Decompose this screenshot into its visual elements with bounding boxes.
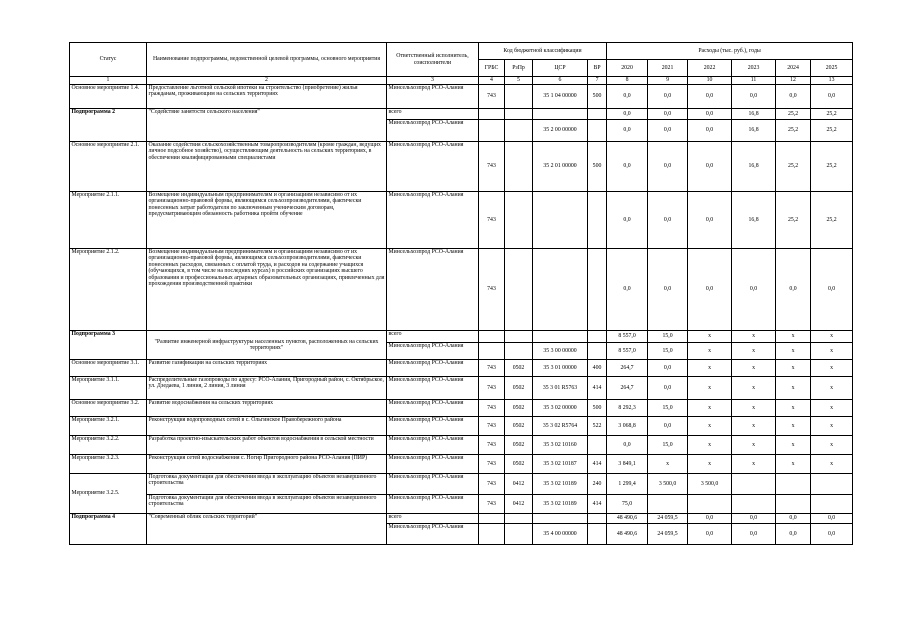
header-year: 2023 xyxy=(732,60,776,77)
grbs-cell: 743 xyxy=(479,417,505,436)
program-name-cell: Подготовка документации для обеспечения ввода в эксплуатацию объектов незавершенного строительства xyxy=(147,495,387,514)
expense-value-cell: x xyxy=(811,343,853,360)
rzpr-cell: 0412 xyxy=(505,495,533,514)
column-number: 7 xyxy=(588,77,607,85)
csr-cell: 35 3 00 00000 xyxy=(533,343,588,360)
rzpr-cell: 0502 xyxy=(505,377,533,400)
expense-value-cell: x xyxy=(776,377,811,400)
column-number: 12 xyxy=(776,77,811,85)
expense-value-cell: x xyxy=(688,343,732,360)
status-cell: Основное мероприятие 3.1. xyxy=(70,360,147,377)
expense-value-cell: 25,2 xyxy=(811,120,853,142)
header-year: 2022 xyxy=(688,60,732,77)
expense-value-cell: x xyxy=(732,360,776,377)
expense-value-cell xyxy=(732,495,776,514)
expense-value-cell: 264,7 xyxy=(607,377,648,400)
column-number-row xyxy=(70,77,853,85)
header-year: 2024 xyxy=(776,60,811,77)
expense-value-cell: x xyxy=(688,400,732,417)
expense-value-cell: 16,8 xyxy=(732,192,776,249)
vr-cell xyxy=(588,524,607,545)
table-row xyxy=(70,400,853,417)
status-cell: Основное мероприятие 1.4. xyxy=(70,85,147,109)
csr-cell: 35 3 02 10189 xyxy=(533,495,588,514)
rzpr-cell xyxy=(505,142,533,192)
vr-cell xyxy=(588,249,607,331)
expense-value-cell: 0,0 xyxy=(776,85,811,109)
expense-value-cell: 0,0 xyxy=(688,120,732,142)
vr-cell xyxy=(588,109,607,120)
expense-value-cell xyxy=(732,474,776,495)
column-number: 4 xyxy=(479,77,505,85)
status-cell: Основное мероприятие 3.2. xyxy=(70,400,147,417)
expense-value-cell: 25,2 xyxy=(811,192,853,249)
rzpr-cell xyxy=(505,120,533,142)
vr-cell: 240 xyxy=(588,474,607,495)
expense-value-cell: 0,0 xyxy=(811,249,853,331)
grbs-cell xyxy=(479,331,505,343)
expense-value-cell: 8 292,3 xyxy=(607,400,648,417)
expense-value-cell: 0,0 xyxy=(648,109,688,120)
table-row xyxy=(70,514,853,524)
csr-cell xyxy=(533,249,588,331)
grbs-cell: 743 xyxy=(479,400,505,417)
program-name-cell: Предоставление льготной сельской ипотеки на строительство (приобретение) жилья гражданам, проживающим на сельских территориях xyxy=(147,85,387,109)
rzpr-cell: 0502 xyxy=(505,455,533,474)
header-expenses: Расходы (тыс. руб.), годы xyxy=(607,43,853,60)
expense-value-cell: x xyxy=(688,331,732,343)
program-name-cell: "Развитие инженерной инфраструктуры населенных пунктов, расположенных на сельских территориях" xyxy=(147,331,387,360)
program-name-cell: "Современный облик сельских территорий" xyxy=(147,514,387,545)
executor-cell: Минсельхозпрод РСО-Алания xyxy=(387,377,479,400)
expense-value-cell: 3 500,0 xyxy=(688,474,732,495)
expense-value-cell: x xyxy=(688,417,732,436)
expense-value-cell: 0,0 xyxy=(688,109,732,120)
expense-value-cell: 16,8 xyxy=(732,142,776,192)
header-year: 2020 xyxy=(607,60,648,77)
header-year: 2021 xyxy=(648,60,688,77)
program-expenses-table xyxy=(69,42,853,545)
expense-value-cell: x xyxy=(811,360,853,377)
executor-cell: Минсельхозпрод РСО-Алания xyxy=(387,400,479,417)
status-cell: Мероприятие 3.2.1. xyxy=(70,417,147,436)
program-name-cell: "Содействие занятости сельского населения" xyxy=(147,109,387,142)
expense-value-cell: 0,0 xyxy=(648,417,688,436)
status-cell: Мероприятие 2.1.2. xyxy=(70,249,147,331)
status-cell: Основное мероприятие 2.1. xyxy=(70,142,147,192)
rzpr-cell: 0502 xyxy=(505,436,533,455)
grbs-cell: 743 xyxy=(479,377,505,400)
vr-cell: 414 xyxy=(588,495,607,514)
program-name-cell: Развитие газификации на сельских территориях xyxy=(147,360,387,377)
grbs-cell xyxy=(479,514,505,524)
executor-cell: Минсельхозпрод РСО-Алания xyxy=(387,495,479,514)
expense-value-cell: x xyxy=(688,455,732,474)
csr-cell: 35 3 02 10160 xyxy=(533,436,588,455)
column-number: 11 xyxy=(732,77,776,85)
expense-value-cell: x xyxy=(776,343,811,360)
expense-value-cell: 0,0 xyxy=(732,249,776,331)
status-cell: Подпрограмма 4 xyxy=(70,514,147,545)
program-name-cell: Возмещение индивидуальным предпринимателям и организациям независимо от их организационно-правовой формы, являющимся сельхозпроизводителями, фактически понесенных расходов, связанных с оплатой труда, и расходов на содержание учащихся (обучающихся, в том числе на последних курсах) в российских организациях высшего образования и профессиональных аграрных образовательных организациях, привлеченных для прохождения производственной практики xyxy=(147,249,387,331)
header-csr: ЦСР xyxy=(533,60,588,77)
expense-value-cell: 24 059,5 xyxy=(648,524,688,545)
expense-value-cell: 0,0 xyxy=(648,192,688,249)
expense-value-cell: 0,0 xyxy=(607,120,648,142)
expense-value-cell: x xyxy=(776,360,811,377)
csr-cell: 35 2 00 00000 xyxy=(533,120,588,142)
status-cell: Подпрограмма 3 xyxy=(70,331,147,360)
table-row xyxy=(70,377,853,400)
expense-value-cell: x xyxy=(732,400,776,417)
expense-value-cell: x xyxy=(811,436,853,455)
rzpr-cell: 0502 xyxy=(505,417,533,436)
table-row xyxy=(70,249,853,331)
expense-value-cell: 48 490,6 xyxy=(607,514,648,524)
executor-cell: Минсельхозпрод РСО-Алания xyxy=(387,343,479,360)
expense-value-cell: 8 557,0 xyxy=(607,343,648,360)
expense-value-cell: 25,2 xyxy=(811,142,853,192)
expense-value-cell: 16,8 xyxy=(732,109,776,120)
grbs-cell xyxy=(479,120,505,142)
vr-cell: 500 xyxy=(588,400,607,417)
csr-cell: 35 2 01 00000 xyxy=(533,142,588,192)
expense-value-cell: 0,0 xyxy=(607,249,648,331)
vr-cell xyxy=(588,514,607,524)
csr-cell: 35 4 00 00000 xyxy=(533,524,588,545)
expense-value-cell: x xyxy=(811,455,853,474)
status-cell: Мероприятие 2.1.1. xyxy=(70,192,147,249)
expense-value-cell: 25,2 xyxy=(776,120,811,142)
expense-value-cell: 0,0 xyxy=(688,192,732,249)
csr-cell xyxy=(533,109,588,120)
header-budget-code: Код бюджетной классификации xyxy=(479,43,607,60)
table-row xyxy=(70,495,853,514)
expense-value-cell: 0,0 xyxy=(648,142,688,192)
expense-value-cell: x xyxy=(648,455,688,474)
executor-cell: всего xyxy=(387,514,479,524)
executor-cell: Минсельхозпрод РСО-Алания xyxy=(387,524,479,545)
table-row xyxy=(70,455,853,474)
header-row-1 xyxy=(70,43,853,60)
expense-value-cell: x xyxy=(776,400,811,417)
csr-cell: 35 3 02 10189 xyxy=(533,474,588,495)
program-name-cell: Реконструкция водопроводных сетей в с. Ольгинское Правобережного района xyxy=(147,417,387,436)
expense-value-cell: 16,8 xyxy=(732,120,776,142)
expense-value-cell: 48 490,6 xyxy=(607,524,648,545)
status-cell: Мероприятие 3.1.1. xyxy=(70,377,147,400)
column-number: 9 xyxy=(648,77,688,85)
executor-cell: Минсельхозпрод РСО-Алания xyxy=(387,192,479,249)
grbs-cell: 743 xyxy=(479,474,505,495)
column-number: 2 xyxy=(147,77,387,85)
expense-value-cell: x xyxy=(811,400,853,417)
expense-value-cell: 0,0 xyxy=(607,192,648,249)
table-row xyxy=(70,85,853,109)
csr-cell xyxy=(533,331,588,343)
expense-value-cell: 0,0 xyxy=(776,524,811,545)
executor-cell: Минсельхозпрод РСО-Алания xyxy=(387,142,479,192)
rzpr-cell: 0412 xyxy=(505,474,533,495)
expense-value-cell: 15,0 xyxy=(648,343,688,360)
executor-cell: Минсельхозпрод РСО-Алания xyxy=(387,455,479,474)
expense-value-cell: 0,0 xyxy=(607,85,648,109)
expense-value-cell: 24 059,5 xyxy=(648,514,688,524)
expense-value-cell: 8 557,0 xyxy=(607,331,648,343)
program-name-cell: Разработка проектно-изыскательских работ объектов водоснабжения в сельской местности xyxy=(147,436,387,455)
program-name-cell: Распределительные газопроводы по адресу: РСО-Алания, Пригородный район, с. Октябрьское, ул. Дзедаева, 1 линия, 2 линия, 3 линия xyxy=(147,377,387,400)
table-row xyxy=(70,474,853,495)
program-name-cell: Реконструкция сетей водоснабжения с. Ногир Пригородного района РСО-Алания (ПИР) xyxy=(147,455,387,474)
expense-value-cell: 0,0 xyxy=(732,524,776,545)
executor-cell: всего xyxy=(387,109,479,120)
expense-value-cell: 0,0 xyxy=(648,249,688,331)
expense-value-cell: x xyxy=(732,455,776,474)
expense-value-cell: 0,0 xyxy=(811,514,853,524)
header-year: 2025 xyxy=(811,60,853,77)
rzpr-cell xyxy=(505,343,533,360)
expense-value-cell: 0,0 xyxy=(607,142,648,192)
expense-value-cell: 25,2 xyxy=(776,192,811,249)
executor-cell: Минсельхозпрод РСО-Алания xyxy=(387,249,479,331)
header-vr: ВР xyxy=(588,60,607,77)
status-cell: Мероприятие 3.2.3. xyxy=(70,455,147,474)
expense-value-cell: 15,0 xyxy=(648,436,688,455)
csr-cell xyxy=(533,192,588,249)
grbs-cell: 743 xyxy=(479,495,505,514)
csr-cell: 35 3 01 R5763 xyxy=(533,377,588,400)
csr-cell: 35 3 02 R5764 xyxy=(533,417,588,436)
expense-value-cell: 0,0 xyxy=(688,249,732,331)
rzpr-cell xyxy=(505,249,533,331)
grbs-cell: 743 xyxy=(479,455,505,474)
grbs-cell: 743 xyxy=(479,85,505,109)
grbs-cell: 743 xyxy=(479,249,505,331)
expense-value-cell: x xyxy=(732,436,776,455)
grbs-cell: 743 xyxy=(479,142,505,192)
expense-value-cell: x xyxy=(732,343,776,360)
expense-value-cell: 0,0 xyxy=(688,142,732,192)
expense-value-cell: x xyxy=(688,436,732,455)
csr-cell: 35 1 04 00000 xyxy=(533,85,588,109)
expense-value-cell: 0,0 xyxy=(776,514,811,524)
executor-cell: Минсельхозпрод РСО-Алания xyxy=(387,360,479,377)
vr-cell xyxy=(588,192,607,249)
table-row xyxy=(70,192,853,249)
program-name-cell: Развитие водоснабжения на сельских территориях xyxy=(147,400,387,417)
grbs-cell xyxy=(479,109,505,120)
expense-value-cell: 0,0 xyxy=(811,85,853,109)
expense-value-cell: x xyxy=(688,360,732,377)
expense-value-cell: x xyxy=(776,455,811,474)
status-cell: Мероприятие 3.2.2. xyxy=(70,436,147,455)
expense-value-cell: x xyxy=(732,377,776,400)
expense-value-cell: 0,0 xyxy=(688,524,732,545)
vr-cell xyxy=(588,343,607,360)
expense-value-cell: 0,0 xyxy=(776,249,811,331)
expense-value-cell xyxy=(811,495,853,514)
expense-value-cell: x xyxy=(811,417,853,436)
table-row xyxy=(70,436,853,455)
table-row xyxy=(70,360,853,377)
table-row xyxy=(70,331,853,343)
expense-value-cell: 3 849,1 xyxy=(607,455,648,474)
rzpr-cell xyxy=(505,109,533,120)
csr-cell xyxy=(533,514,588,524)
rzpr-cell: 0502 xyxy=(505,400,533,417)
rzpr-cell: 0502 xyxy=(505,360,533,377)
csr-cell: 35 3 02 00000 xyxy=(533,400,588,417)
expense-value-cell: 0,0 xyxy=(607,436,648,455)
expense-value-cell: x xyxy=(688,377,732,400)
expense-value-cell: x xyxy=(776,417,811,436)
rzpr-cell xyxy=(505,192,533,249)
grbs-cell: 743 xyxy=(479,436,505,455)
expense-value-cell xyxy=(688,495,732,514)
expense-value-cell: 0,0 xyxy=(648,85,688,109)
expense-value-cell: 25,2 xyxy=(776,142,811,192)
expense-value-cell: 0,0 xyxy=(732,85,776,109)
status-cell: Подпрограмма 2 xyxy=(70,109,147,142)
expense-value-cell: x xyxy=(811,331,853,343)
expense-value-cell: 0,0 xyxy=(732,514,776,524)
grbs-cell xyxy=(479,343,505,360)
expense-value-cell: 1 299,4 xyxy=(607,474,648,495)
grbs-cell xyxy=(479,524,505,545)
csr-cell: 35 3 02 10187 xyxy=(533,455,588,474)
program-name-cell: Оказание содействия сельскохозяйственным товаропроизводителям (кроме граждан, ведущих личное подсобное хозяйство), осуществляющим деятельность на сельских территориях, в обеспечении квалифицированными специалистами xyxy=(147,142,387,192)
vr-cell: 400 xyxy=(588,360,607,377)
expense-value-cell: x xyxy=(732,331,776,343)
executor-cell: всего xyxy=(387,331,479,343)
expense-value-cell: 15,0 xyxy=(648,331,688,343)
executor-cell: Минсельхозпрод РСО-Алания xyxy=(387,417,479,436)
expense-value-cell: 0,0 xyxy=(811,524,853,545)
expense-value-cell: 0,0 xyxy=(607,109,648,120)
header-executor: Ответственный исполнитель, соисполнители xyxy=(387,43,479,77)
status-cell: Мероприятие 3.2.5. xyxy=(70,474,147,514)
column-number: 5 xyxy=(505,77,533,85)
expense-value-cell: 15,0 xyxy=(648,400,688,417)
executor-cell: Минсельхозпрод РСО-Алания xyxy=(387,85,479,109)
expense-value-cell: 0,0 xyxy=(648,377,688,400)
expense-value-cell: 264,7 xyxy=(607,360,648,377)
program-name-cell: Возмещение индивидуальным предпринимателям и организациям независимо от их организационно-правовой формы, являющимся сельхозпроизводителями, фактически понесенных затрат работодателя по заключенным ученическим договорам, предусматривающим обязанность работника пройти обучение xyxy=(147,192,387,249)
expense-value-cell: 0,0 xyxy=(648,120,688,142)
table-row xyxy=(70,142,853,192)
vr-cell: 414 xyxy=(588,455,607,474)
header-rzpr: РзПр xyxy=(505,60,533,77)
executor-cell: Минсельхозпрод РСО-Алания xyxy=(387,474,479,495)
vr-cell: 522 xyxy=(588,417,607,436)
expense-value-cell: 0,0 xyxy=(648,360,688,377)
rzpr-cell xyxy=(505,524,533,545)
column-number: 1 xyxy=(70,77,147,85)
vr-cell xyxy=(588,436,607,455)
grbs-cell: 743 xyxy=(479,192,505,249)
expense-value-cell xyxy=(776,474,811,495)
column-number: 3 xyxy=(387,77,479,85)
expense-value-cell: 3 500,0 xyxy=(648,474,688,495)
vr-cell: 414 xyxy=(588,377,607,400)
expense-value-cell: 0,0 xyxy=(688,514,732,524)
expense-value-cell: x xyxy=(811,377,853,400)
vr-cell xyxy=(588,120,607,142)
column-number: 8 xyxy=(607,77,648,85)
expense-value-cell: x xyxy=(776,436,811,455)
rzpr-cell xyxy=(505,331,533,343)
rzpr-cell xyxy=(505,514,533,524)
vr-cell: 500 xyxy=(588,85,607,109)
vr-cell: 500 xyxy=(588,142,607,192)
header-name: Наименование подпрограммы, ведомственной целевой программы, основного мероприятия xyxy=(147,43,387,77)
vr-cell xyxy=(588,331,607,343)
executor-cell: Минсельхозпрод РСО-Алания xyxy=(387,120,479,142)
csr-cell: 35 3 01 00000 xyxy=(533,360,588,377)
table-row xyxy=(70,417,853,436)
column-number: 13 xyxy=(811,77,853,85)
header-status: Статус xyxy=(70,43,147,77)
expense-value-cell: x xyxy=(732,417,776,436)
expense-value-cell xyxy=(648,495,688,514)
executor-cell: Минсельхозпрод РСО-Алания xyxy=(387,436,479,455)
expense-value-cell xyxy=(776,495,811,514)
column-number: 10 xyxy=(688,77,732,85)
expense-value-cell: x xyxy=(776,331,811,343)
expense-value-cell: 3 068,8 xyxy=(607,417,648,436)
expense-value-cell xyxy=(811,474,853,495)
expense-value-cell: 25,2 xyxy=(776,109,811,120)
rzpr-cell xyxy=(505,85,533,109)
header-grbs: ГРБС xyxy=(479,60,505,77)
grbs-cell: 743 xyxy=(479,360,505,377)
table-row xyxy=(70,109,853,120)
program-name-cell: Подготовка документации для обеспечения ввода в эксплуатацию объектов незавершенного строительства xyxy=(147,474,387,495)
expense-value-cell: 75,0 xyxy=(607,495,648,514)
expense-value-cell: 25,2 xyxy=(811,109,853,120)
expense-value-cell: 0,0 xyxy=(688,85,732,109)
column-number: 6 xyxy=(533,77,588,85)
